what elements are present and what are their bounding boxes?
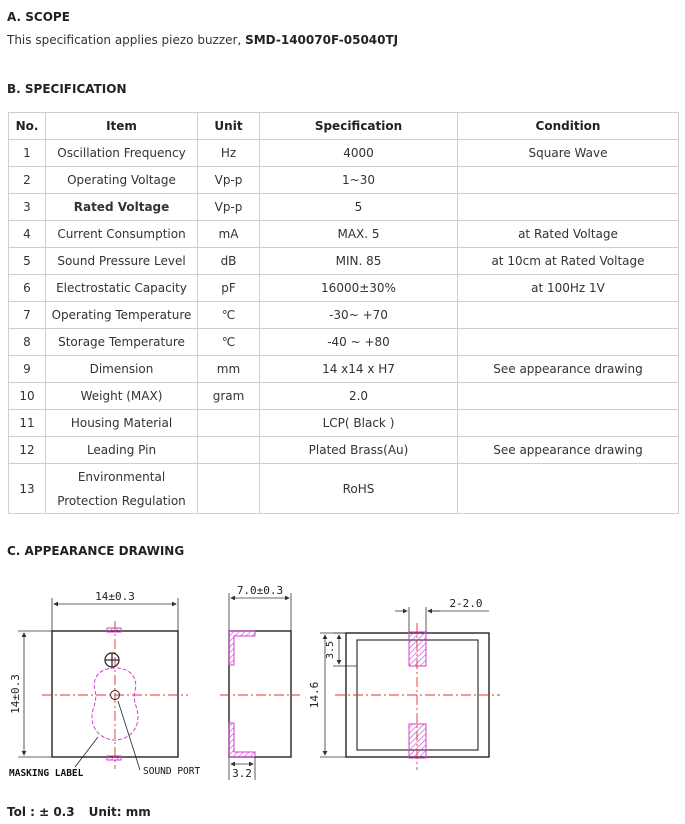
cell-condition [458,383,679,410]
cell-unit: ℃ [198,302,260,329]
cell-no: 10 [9,383,46,410]
cell-no: 4 [9,221,46,248]
cell-condition [458,194,679,221]
table-row [9,302,679,329]
cell-condition [458,464,679,514]
table-row [9,437,679,464]
pad-width-label: 3.2 [232,767,252,780]
cell-unit: Vp-p [198,167,260,194]
cell-spec: -30~ +70 [260,302,458,329]
table-row [9,194,679,221]
tolerance-footer [7,805,165,819]
cell-no: 13 [9,464,46,514]
cell-condition [458,167,679,194]
cell-unit: gram [198,383,260,410]
cell-condition: at Rated Voltage [458,221,679,248]
scope-text [7,33,398,47]
cell-no: 1 [9,140,46,167]
table-row [9,464,679,514]
cell-unit: Vp-p [198,194,260,221]
pin-pitch-label: 2-2.0 [449,597,483,610]
cell-spec: 1~30 [260,167,458,194]
side-width-label: 7.0±0.3 [236,584,284,597]
cell-condition: See appearance drawing [458,356,679,383]
cell-item [46,464,198,514]
unit-text: Unit: mm [88,805,151,819]
cell-unit: Hz [198,140,260,167]
cell-no: 5 [9,248,46,275]
table-row [9,167,679,194]
cell-spec: LCP( Black ) [260,410,458,437]
cell-unit [198,410,260,437]
cell-no: 12 [9,437,46,464]
masking-label-callout: MASKING LABEL [9,768,84,779]
cell-spec: 14 x14 x H7 [260,356,458,383]
appearance-drawing [0,565,685,800]
cell-condition: at 100Hz 1V [458,275,679,302]
pin-span-label: 14.6 [308,681,321,709]
model-number: SMD-140070F-05040TJ [245,33,399,47]
cell-item: Leading Pin [46,437,198,464]
cell-item: Housing Material [46,410,198,437]
cell-spec: 2.0 [260,383,458,410]
cell-item: Sound Pressure Level [46,248,198,275]
cell-item: Electrostatic Capacity [46,275,198,302]
cell-unit: mA [198,221,260,248]
cell-unit: ℃ [198,329,260,356]
pin-length-label: 3.5 [325,640,336,660]
cell-item: Weight (MAX) [46,383,198,410]
side-view [220,584,300,780]
top-view [9,590,200,779]
sound-port-callout: SOUND PORT [143,766,201,777]
cell-spec: Plated Brass(Au) [260,437,458,464]
table-row [9,140,679,167]
item-line: Protection Regulation [57,493,186,508]
cell-item: Rated Voltage [46,194,198,221]
cell-condition: Square Wave [458,140,679,167]
cell-condition [458,302,679,329]
scope-heading: A. SCOPE [7,10,70,24]
tolerance-text: Tol : ± 0.3 [7,805,75,819]
cell-no: 2 [9,167,46,194]
cell-spec: 16000±30% [260,275,458,302]
scope-sentence: This specification applies piezo buzzer, [7,33,246,47]
width-dimension-label: 14±0.3 [95,590,135,603]
specification-heading: B. SPECIFICATION [7,82,127,96]
appearance-drawing-heading: C. APPEARANCE DRAWING [7,544,185,558]
cell-spec: RoHS [260,464,458,514]
cell-spec: 4000 [260,140,458,167]
cell-no: 7 [9,302,46,329]
cell-unit: dB [198,248,260,275]
table-row [9,221,679,248]
table-row [9,275,679,302]
table-row [9,410,679,437]
cell-no: 3 [9,194,46,221]
table-row [9,356,679,383]
specification-table [8,112,679,514]
cell-spec: MAX. 5 [260,221,458,248]
cell-spec: -40 ~ +80 [260,329,458,356]
table-row [9,329,679,356]
header-unit: Unit [198,113,260,140]
cell-condition [458,410,679,437]
cell-condition: See appearance drawing [458,437,679,464]
header-condition: Condition [458,113,679,140]
height-dimension-label: 14±0.3 [9,674,22,714]
cell-condition [458,329,679,356]
cell-condition: at 10cm at Rated Voltage [458,248,679,275]
cell-unit [198,464,260,514]
header-no: No. [9,113,46,140]
cell-item: Storage Temperature [46,329,198,356]
cell-no: 11 [9,410,46,437]
cell-item: Operating Voltage [46,167,198,194]
cell-unit: mm [198,356,260,383]
cell-item: Dimension [46,356,198,383]
table-row [9,248,679,275]
item-line: Environmental [77,469,166,484]
cell-item: Current Consumption [46,221,198,248]
cell-unit [198,437,260,464]
cell-spec: MIN. 85 [260,248,458,275]
footprint-view [308,597,500,770]
table-row [9,383,679,410]
side-view-body [229,631,291,757]
cell-item: Oscillation Frequency [46,140,198,167]
cell-spec: 5 [260,194,458,221]
cell-no: 9 [9,356,46,383]
cell-no: 8 [9,329,46,356]
header-item: Item [46,113,198,140]
cell-item: Operating Temperature [46,302,198,329]
cell-no: 6 [9,275,46,302]
header-specification: Specification [260,113,458,140]
cell-unit: pF [198,275,260,302]
table-header-row [9,113,679,140]
